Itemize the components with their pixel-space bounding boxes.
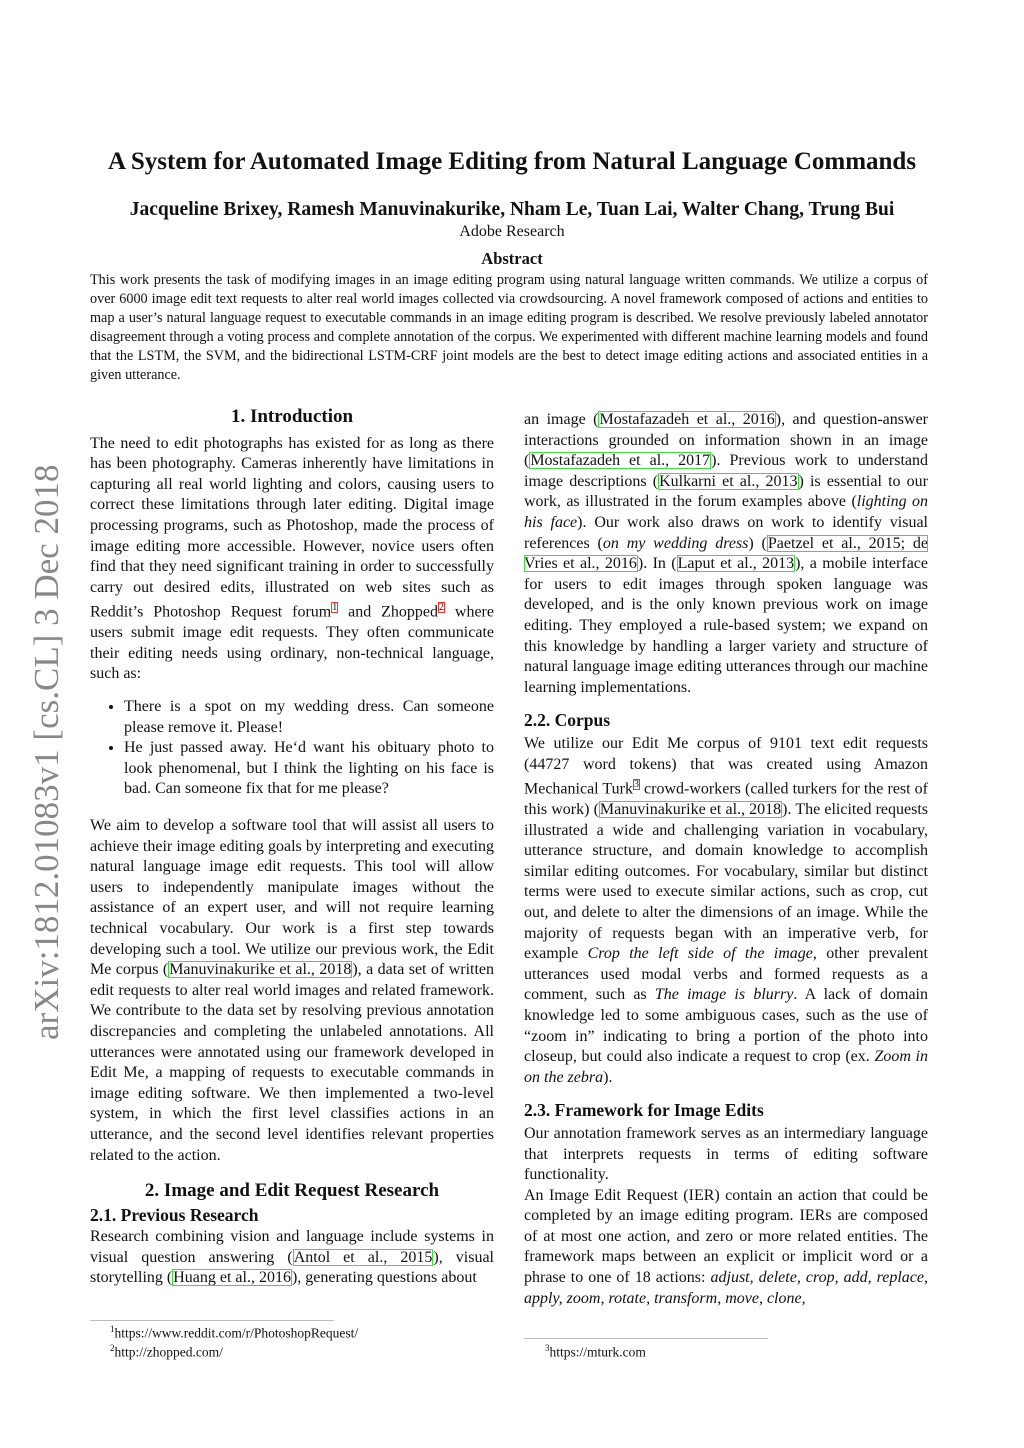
- text: crowd-workers (called turkers for the rest of this work) (: [524, 780, 929, 819]
- footnote-link[interactable]: 2: [439, 602, 444, 614]
- bullet-item: • He just passed away. He‘d want his obituary photo to look phenomenal, but I think the lighting on his face is bad. Can someone fix that for me please?: [124, 738, 494, 800]
- footnote-mark: 3: [545, 1343, 550, 1353]
- footnote: [545, 1343, 646, 1361]
- footnote-link[interactable]: 1: [332, 602, 338, 614]
- text: Research combining vision and language include systems in visual question answering (: [90, 1228, 494, 1266]
- text: ).: [603, 1068, 613, 1086]
- abstract-heading: Abstract: [481, 249, 543, 268]
- footnote: [110, 1343, 223, 1361]
- subsection-heading: 2.1. Previous Research: [90, 1204, 259, 1225]
- text: ). The elicited requests illustrated a wide and challenging variation in vocabulary, utterance structure, and domain knowledge to accomplish similar editing outcomes. For vocabulary, similar but distinct terms were used to execute similar actions, such as crop, cut out, and delete to alter the dimensions of an image. While the majority of requests began with an imperative verb, for example: [524, 801, 928, 963]
- text: ). In (: [637, 555, 677, 573]
- text: The need to edit photographs has existed for as long as there has been photography. Cameras inherently have limitations in capturing all real world lighting and colors, causing users to correct these limitations through later editing. Digital image processing programs, such as Photoshop, made the process of image editing more accessible. However, novice users often find that they need significant training in order to successfully carry out desired edits, illustrated on web sites such as Reddit’s Photoshop Request forum: [90, 434, 494, 621]
- text: ). Our work also draws on work to identify visual references (: [524, 513, 928, 552]
- arxiv-stamp: arXiv:1812.01083v1 [cs.CL] 3 Dec 2018: [27, 464, 66, 1040]
- paper-title: A System for Automated Image Editing from Natural Language Commands: [107, 148, 917, 175]
- text: an image (: [524, 411, 599, 428]
- right-column: [524, 410, 928, 1309]
- text: We utilize our Edit Me corpus of 9101 text edit requests (44727 word tokens) that was created using Amazon Mechanical Turk: [524, 734, 928, 798]
- subsection-heading: 2.3. Framework for Image Edits: [524, 1100, 764, 1121]
- bullet-item: • There is a spot on my wedding dress. Can someone please remove it. Please!: [124, 697, 494, 738]
- section-heading: 2. Image and Edit Request Research: [144, 1180, 440, 1202]
- text: , other prevalent utterances used modal verbs and formed requests as a comment, such as: [524, 945, 928, 1004]
- paragraph: [90, 1227, 494, 1289]
- text: where users submit image edit requests. They often communicate their editing needs using ordinary, non-technical language, such as:: [90, 603, 494, 683]
- citation-link[interactable]: Manuvinakurike et al., 2018: [169, 961, 352, 979]
- text: ), a data set of written edit requests to alter real world images and related framework. We contribute to the data set by resolving previous annotation discrepancies and completing the unlabeled annotations. All utterances were annotated using our framework developed in Edit Me, a mapping of requests to executable commands in image editing software. We then implemented a two-level system, in which the first level classifies actions in an utterance, and the second level identifies relevant properties related to the action.: [90, 961, 495, 1164]
- emphasis-text: Crop the left side of the image: [587, 945, 813, 963]
- left-column: [90, 407, 494, 1289]
- footnote-rule: [90, 1320, 334, 1321]
- text: ) is essential to our work, as illustrated in the forum examples above (: [524, 472, 928, 511]
- citation-link[interactable]: Huang et al., 2016: [173, 1269, 291, 1287]
- emphasis-text: lighting on his face: [524, 493, 929, 531]
- footnote-mark: 1: [110, 1324, 115, 1334]
- text: ). Previous work to understand image descriptions (: [524, 452, 929, 490]
- footnote-url[interactable]: https://www.reddit.com/r/PhotoshopRequest/: [114, 1325, 359, 1341]
- abstract-body: This work presents the task of modifying images in an image editing program using natural language written commands. We utilize a corpus of over 6000 image edit text requests to alter real world images collected via crowdsourcing. A novel framework composed of actions and entities to map a user’s natural language request to executable commands in an image editing program is described. We resolve previously labeled annotator disagreement through a voting process and complete annotation of the corpus. We experimented with different machine learning models and found that the LSTM, the SVM, and the bidirectional LSTM-CRF joint models are the best to detect image editing actions and associated entities in a given utterance.: [90, 272, 928, 383]
- footnote-link[interactable]: 3: [633, 779, 639, 791]
- paragraph: [524, 1186, 928, 1310]
- footnote-rule: [524, 1338, 768, 1339]
- text: ), visual storytelling (: [90, 1248, 494, 1287]
- footnote-url[interactable]: http://zhopped.com/: [114, 1344, 223, 1360]
- text: ), a mobile interface for users to edit images through spoken language was developed, and is the only known previous work on image editing. They employed a rule-based system; we expand on this knowledge by handling a larger variety and structure of natural language image editing utterances through our machine learning implementations.: [524, 555, 928, 696]
- emphasis-text: The image is blurry: [654, 986, 794, 1004]
- footnote-url[interactable]: https://mturk.com: [549, 1344, 646, 1360]
- citation-link[interactable]: Manuvinakurike et al., 2018: [599, 801, 782, 819]
- affiliation: Adobe Research: [459, 223, 565, 240]
- emphasis-text: Zoom in on the zebra: [524, 1048, 929, 1086]
- text: . A lack of domain knowledge led to some ambiguous cases, such as the use of “zoom in” indicating to bring a portion of the photo into closeup, but could also indicate a request to crop (ex.: [524, 986, 928, 1066]
- footnote-mark: 2: [110, 1343, 115, 1353]
- text: ), and question-answer interactions grounded on information shown in an image (: [524, 411, 928, 470]
- paragraph: [524, 734, 928, 1088]
- text: ), generating questions about: [291, 1269, 477, 1287]
- subsection-heading: 2.2. Corpus: [524, 710, 611, 731]
- paragraph: [524, 1124, 928, 1186]
- emphasis-text: on my wedding dress: [602, 534, 749, 552]
- citation-link[interactable]: Antol et al., 2015: [293, 1248, 433, 1266]
- text: and Zhopped: [338, 603, 438, 621]
- text: Our annotation framework serves as an intermediary language that interprets requests in terms of editing software functionality.: [524, 1124, 928, 1184]
- section-heading: 1. Introduction: [230, 406, 354, 427]
- citation-link[interactable]: Mostafazadeh et al., 2017: [530, 452, 711, 470]
- citation-link[interactable]: Kulkarni et al., 2013: [659, 472, 798, 490]
- citation-link[interactable]: Paetzel et al., 2015; de Vries et al., 2016: [524, 534, 929, 573]
- text: An Image Edit Request (IER) contain an action that could be completed by an image editing program. IERs are composed of at most one action, and zero or more related entities. The framework maps between an explicit or implicit word or a phrase to one of 18 actions:: [524, 1186, 928, 1287]
- citation-link[interactable]: Mostafazadeh et al., 2016: [599, 411, 775, 428]
- paragraph: [524, 410, 928, 698]
- citation-link[interactable]: Laput et al., 2013: [677, 555, 795, 573]
- authors: Jacqueline Brixey, Ramesh Manuvinakurike, Nham Le, Tuan Lai, Walter Chang, Trung Bui: [129, 199, 895, 220]
- paragraph: [90, 434, 494, 685]
- bullet-list: [90, 697, 494, 800]
- paragraph: [90, 816, 494, 1166]
- text: ) (: [748, 534, 767, 552]
- text: We aim to develop a software tool that will assist all users to achieve their image editing goals by interpreting and executing natural language image edit requests. This tool will allow users to independently manipulate images without the assistance of an expert user, and will not require learning technical vocabulary. Our work is a first step towards developing such a tool. We utilize our previous work, the Edit Me corpus (: [90, 817, 494, 979]
- emphasis-text: adjust, delete, crop, add, replace, apply, zoom, rotate, transform, move, clone,: [524, 1269, 928, 1307]
- footnote: [110, 1324, 358, 1342]
